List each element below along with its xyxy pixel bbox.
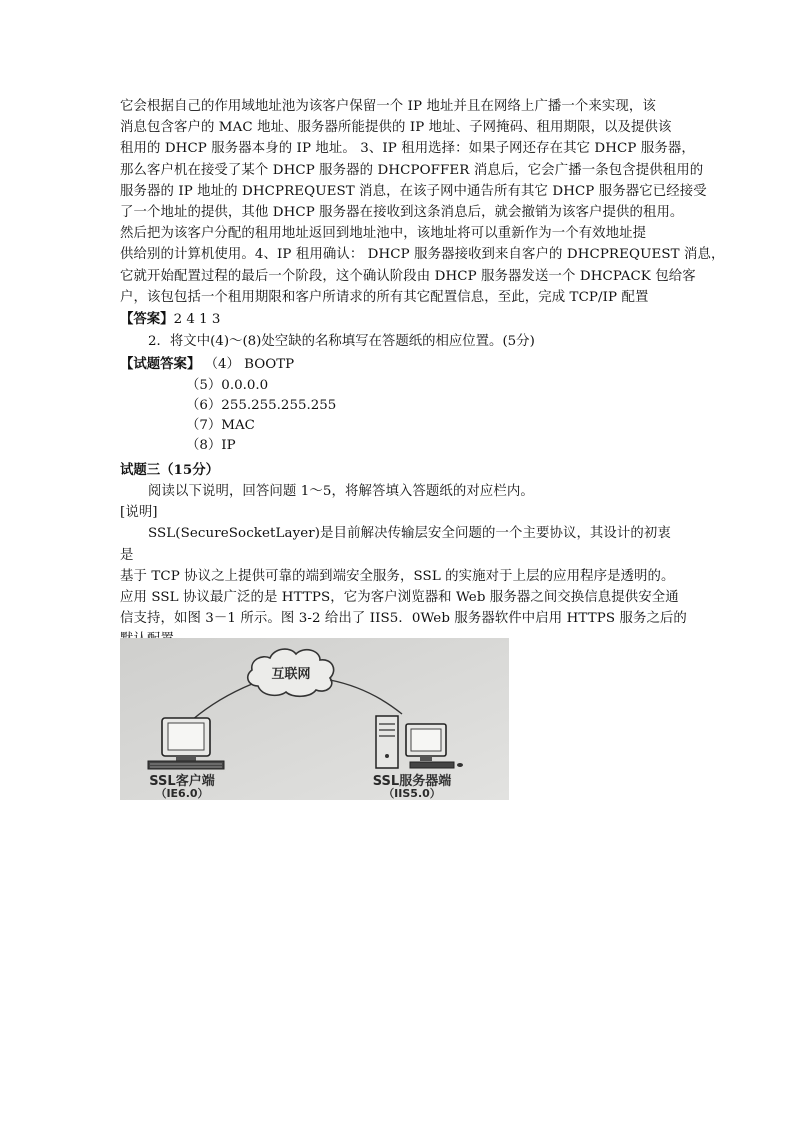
- answer-item: （5）0.0.0.0: [186, 378, 269, 394]
- server-label: SSL服务器端: [372, 774, 452, 789]
- text-line: 租用的 DHCP 服务器本身的 IP 地址。 3、IP 租用选择：如果子网还存在其它 DHCP 服务器，: [120, 141, 695, 157]
- answer-label: 【试题答案】: [120, 356, 201, 373]
- text-line: 了一个地址的提供，其他 DHCP 服务器在接收到这条消息后，就会撤销为该客户提供的租用。: [120, 205, 684, 221]
- text-line: SSL(SecureSocketLayer)是目前解决传输层安全问题的一个主要协议，其设计的初衷: [148, 526, 671, 542]
- document-page: [120, 96, 725, 651]
- dhcp-paragraph: [120, 96, 725, 308]
- ssl-network-figure: [120, 638, 509, 800]
- answer-value: 2 4 1 3: [173, 312, 221, 328]
- text-line: 户，该包包括一个租用期限和客户所请求的所有其它配置信息，至此，完成 TCP/IP 配置: [120, 289, 649, 305]
- server-sublabel: （IIS5.0）: [383, 787, 441, 800]
- text-line: 信支持，如图 3－1 所示。图 3-2 给出了 IIS5．0Web 服务器软件中启用 HTTPS 服务之后的: [120, 611, 687, 627]
- answer-item: （6）255.255.255.255: [186, 398, 337, 414]
- text-line: 是: [120, 547, 134, 563]
- answer-label: 【答案】: [120, 311, 174, 328]
- client-label: SSL客户端: [149, 774, 215, 789]
- text-line: 它就开始配置过程的最后一个阶段，这个确认阶段由 DHCP 服务器发送一个 DHCPACK 包给客: [120, 268, 696, 284]
- cloud-label: 互联网: [271, 667, 311, 682]
- text-line: 服务器的 IP 地址的 DHCPREQUEST 消息，在该子网中通告所有其它 DHCP 服务器它已经接受: [120, 183, 707, 199]
- section-3-intro: 阅读以下说明，回答问题 1～5，将解答填入答题纸的对应栏内。: [148, 484, 534, 500]
- text-line: 消息包含客户的 MAC 地址、服务器所能提供的 IP 地址、子网掩码、租用期限，以及提供该: [120, 120, 672, 136]
- section-3-title: 试题三（15分）: [120, 462, 219, 479]
- section-3-body: [120, 481, 687, 651]
- network-diagram: [120, 638, 509, 800]
- text-line: 应用 SSL 协议最广泛的是 HTTPS，它为客户浏览器和 Web 服务器之间交换信息提供安全通: [120, 590, 679, 606]
- answer-item: （7）MAC: [186, 418, 255, 434]
- note-label: [说明]: [120, 505, 158, 521]
- answer-item: （4） BOOTP: [204, 357, 295, 373]
- text-line: 它会根据自己的作用域地址池为该客户保留一个 IP 地址并且在网络上广播一个来实现，该: [120, 99, 656, 114]
- answer-2: [120, 353, 680, 376]
- text-line: 基于 TCP 协议之上提供可靠的端到端安全服务，SSL 的实施对于上层的应用程序是透明的。: [120, 568, 675, 584]
- server-tower-icon: [376, 716, 398, 768]
- answer-item: （8）IP: [186, 438, 236, 454]
- answer-1: [120, 308, 680, 331]
- text-line: 然后把为该客户分配的租用地址返回到地址池中，该地址将可以重新作为一个有效地址提: [120, 226, 647, 242]
- text-line: 供给别的计算机使用。4、IP 租用确认： DHCP 服务器接收到来自客户的 DHCPREQUEST 消息，: [120, 247, 725, 263]
- question-2: 2．将文中(4)～(8)处空缺的名称填写在答题纸的相应位置。(5分): [148, 334, 535, 350]
- text-line: 那么客户机在接受了某个 DHCP 服务器的 DHCPOFFER 消息后，它会广播一条包含提供租用的: [120, 162, 704, 178]
- client-sublabel: （IE6.0）: [155, 787, 209, 800]
